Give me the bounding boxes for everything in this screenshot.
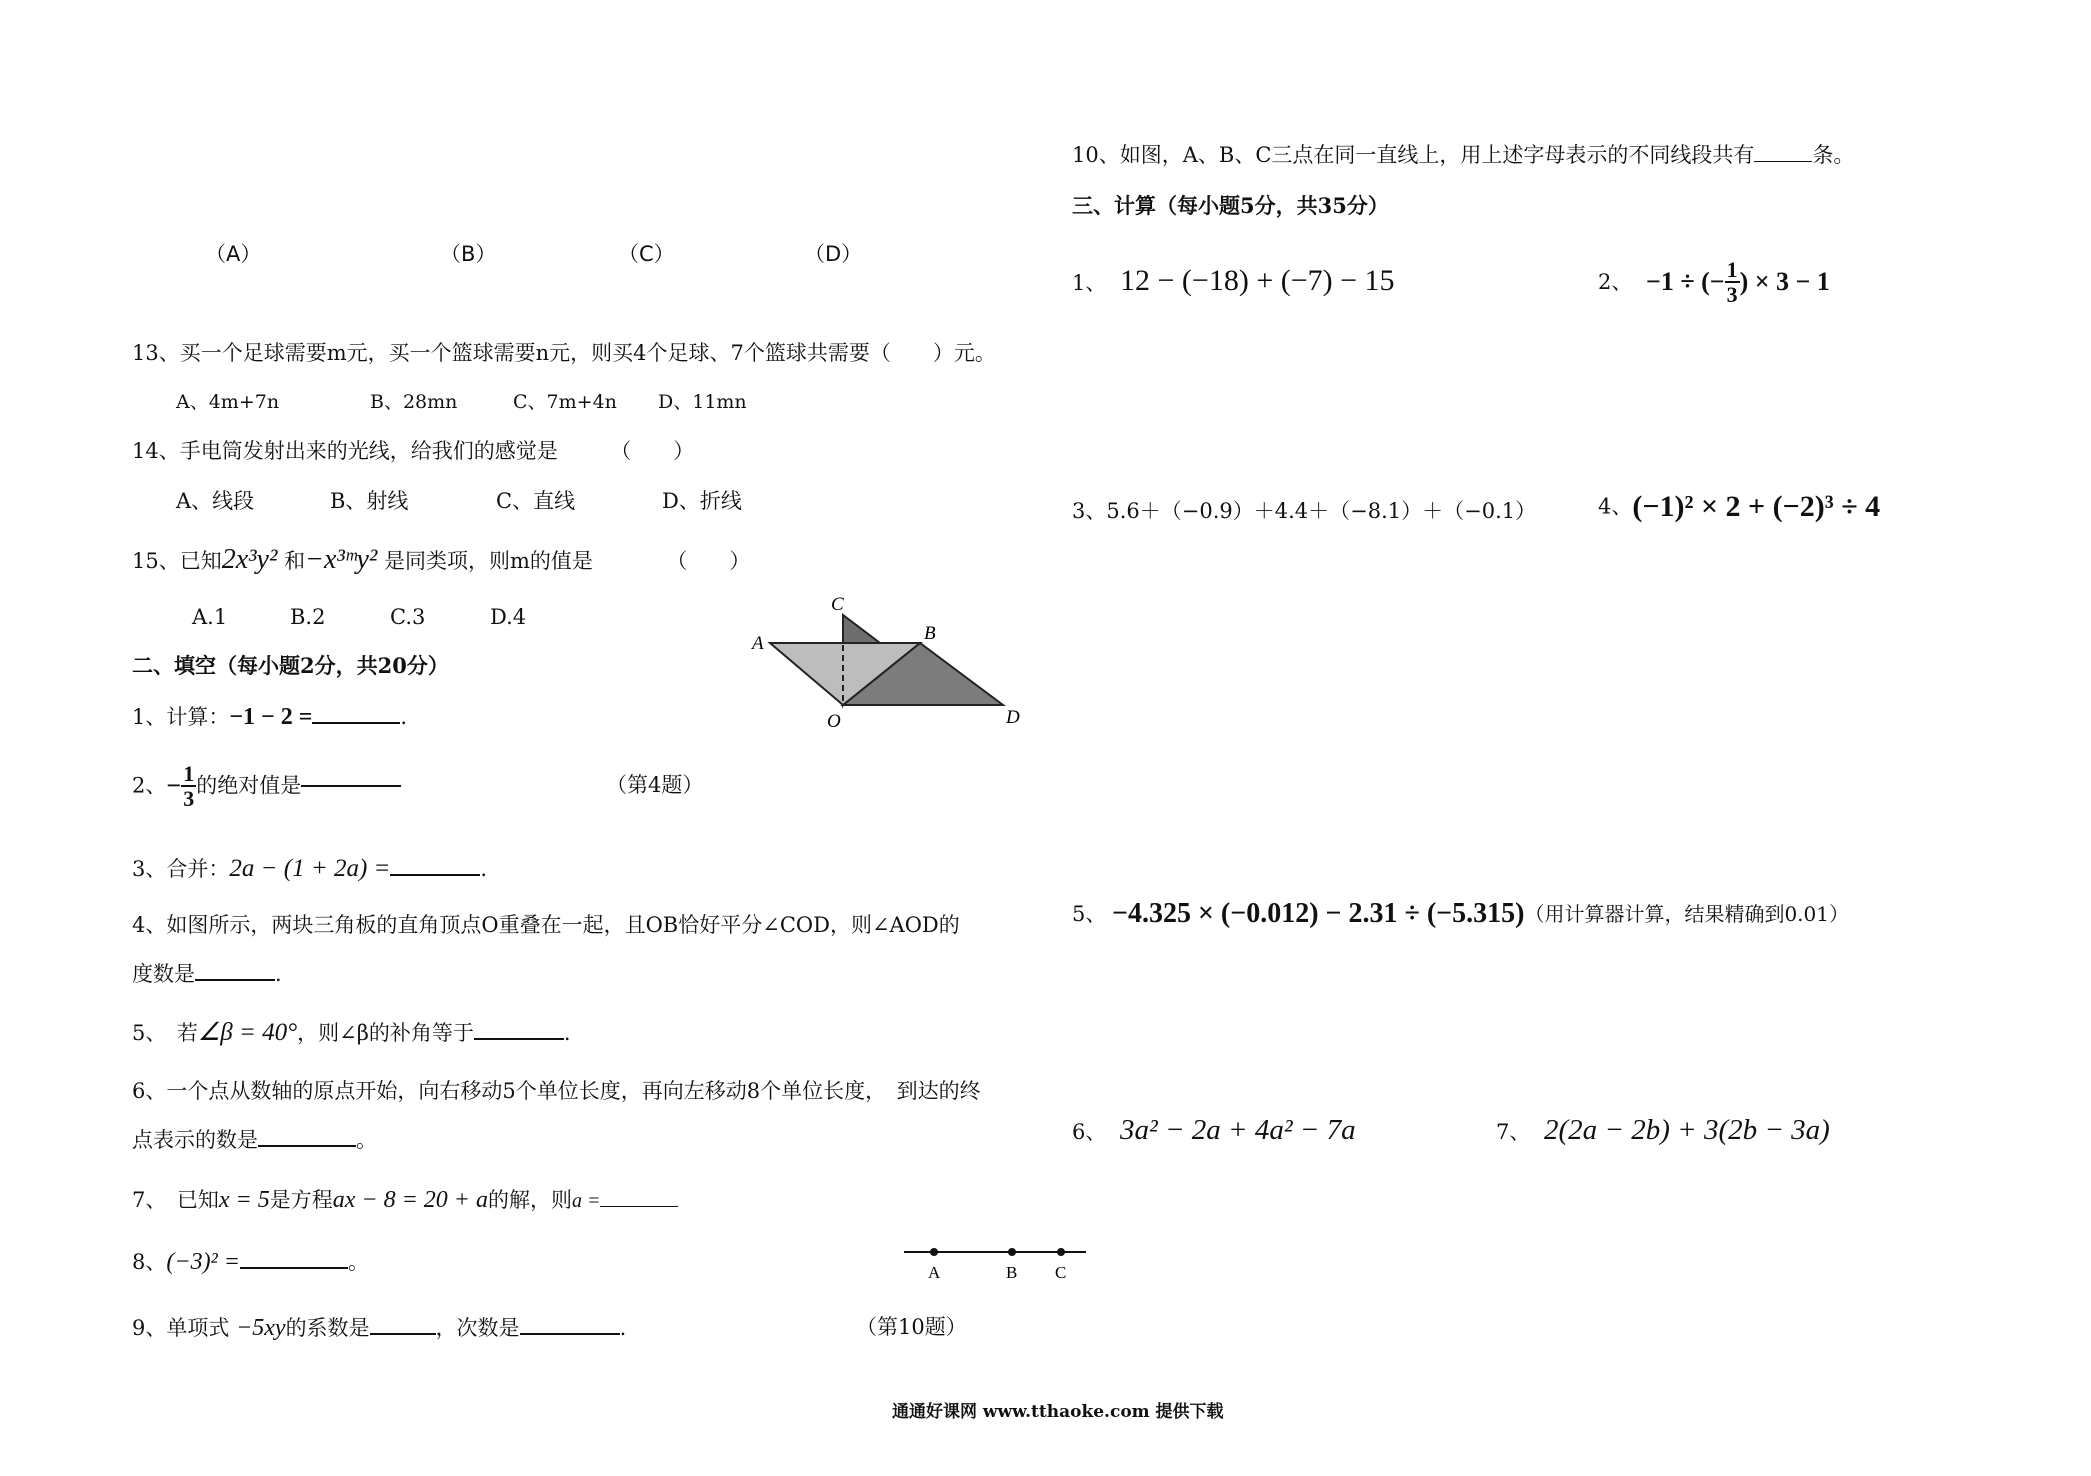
q13-option-d: D、11mn bbox=[658, 391, 747, 413]
calc-5-label: 5、 bbox=[1072, 901, 1107, 926]
fill-7-mid: 是方程 bbox=[269, 1188, 333, 1212]
calc-4-expr: (−1)² × 2 + (−2)³ ÷ 4 bbox=[1632, 490, 1881, 523]
q13-text: 13、买一个足球需要m元，买一个篮球需要n元，则买4个足球、7个篮球共需要（ ）元。 bbox=[132, 341, 996, 365]
q15-tail: 是同类项，则m的值是 （ ） bbox=[383, 549, 751, 573]
q15-mid: 和 bbox=[284, 549, 306, 573]
q12-option-d: （D） bbox=[804, 242, 863, 266]
q15-expr2: −x³ᵐy² bbox=[305, 544, 378, 575]
q14-text: 14、手电筒发射出来的光线，给我们的感觉是 （ ） bbox=[132, 439, 695, 463]
calc-1-label: 1、 bbox=[1072, 271, 1107, 295]
fill-9-label: 9、单项式 bbox=[132, 1316, 230, 1340]
q13-option-c: C、7m+4n bbox=[513, 391, 617, 413]
fill-8-end: 。 bbox=[347, 1250, 369, 1274]
calc-2 bbox=[1598, 258, 1830, 306]
fig10-line bbox=[900, 1238, 1100, 1288]
fig10-point-b bbox=[1008, 1248, 1016, 1256]
fill-5-expr: ∠β = 40° bbox=[197, 1019, 298, 1046]
fill-5-label: 5、 若 bbox=[132, 1021, 198, 1045]
q10-blank[interactable] bbox=[1754, 161, 1812, 162]
calc-7-expr: 2(2a − 2b) + 3(2b − 3a) bbox=[1544, 1114, 1830, 1146]
fill-6-line2 bbox=[132, 1130, 377, 1151]
q10-end: 条。 bbox=[1812, 143, 1855, 167]
calc-6 bbox=[1072, 1116, 1356, 1145]
calc-2-post: ) × 3 − 1 bbox=[1739, 267, 1830, 297]
fig4-triangles bbox=[740, 585, 1040, 735]
fill-3-blank[interactable] bbox=[390, 874, 480, 876]
fill-4-end: . bbox=[275, 962, 282, 986]
calc-7 bbox=[1496, 1116, 1830, 1145]
footer: 通通好课网 www.tthaoke.com 提供下载 bbox=[892, 1402, 1224, 1422]
fill-9-blank2[interactable] bbox=[520, 1333, 620, 1335]
q15-line bbox=[132, 546, 750, 574]
fill-4-blank[interactable] bbox=[195, 979, 275, 981]
fill-2-denominator: 3 bbox=[183, 786, 195, 812]
calc-2-fraction bbox=[1725, 258, 1740, 306]
calc-2-numerator: 1 bbox=[1726, 257, 1738, 282]
fill-4-line2 bbox=[132, 964, 282, 985]
fill-1-end: . bbox=[400, 705, 408, 729]
calc-5 bbox=[1072, 900, 1849, 928]
fig4-caption: （第4题） bbox=[606, 773, 704, 797]
calc-6-label: 6、 bbox=[1072, 1120, 1107, 1144]
fill-2-neg: − bbox=[166, 771, 182, 801]
fill-2 bbox=[132, 762, 401, 810]
fig10-label-b: B bbox=[1006, 1263, 1018, 1282]
q12-option-b: （B） bbox=[440, 242, 497, 266]
fill-9-end: . bbox=[619, 1316, 627, 1340]
q14-option-a: A、线段 bbox=[176, 489, 255, 513]
fill-8-blank[interactable] bbox=[240, 1267, 348, 1269]
fill-7-x: x = 5 bbox=[218, 1187, 270, 1213]
fill-9 bbox=[132, 1316, 626, 1340]
fig4-label-d: D bbox=[1006, 707, 1020, 728]
fill-2-label: 2、 bbox=[132, 773, 167, 798]
fill-8-expr: (−3)² = bbox=[166, 1249, 240, 1275]
fig4-label-a: A bbox=[752, 633, 764, 654]
q14-option-c: C、直线 bbox=[496, 489, 576, 513]
fill-2-numerator: 1 bbox=[183, 761, 195, 786]
fill-6-end: 。 bbox=[356, 1128, 377, 1152]
fill-3-label: 3、合并： bbox=[132, 857, 230, 881]
fill-2-blank[interactable] bbox=[301, 785, 401, 787]
fill-4-label: 度数是 bbox=[132, 962, 195, 986]
fill-1-label: 1、计算： bbox=[132, 705, 230, 729]
q14-option-d: D、折线 bbox=[662, 489, 742, 513]
fill-9-expr: −5xy bbox=[236, 1315, 286, 1341]
fill-7-a: a = bbox=[571, 1190, 601, 1212]
fill-8 bbox=[132, 1250, 369, 1274]
fill-6-blank[interactable] bbox=[258, 1145, 356, 1147]
fig10-point-a bbox=[930, 1248, 938, 1256]
calc-4 bbox=[1598, 492, 1880, 522]
fill-7-eq: ax − 8 = 20 + a bbox=[332, 1187, 488, 1213]
fig10-caption: （第10题） bbox=[856, 1315, 967, 1339]
fill-5-end: . bbox=[563, 1021, 571, 1045]
section-3-heading: 三、计算（每小题5分，共35分） bbox=[1072, 193, 1389, 218]
fill-2-text: 的绝对值是 bbox=[196, 773, 302, 798]
fig4-label-c: C bbox=[831, 594, 844, 615]
calc-5-note: （用计算器计算，结果精确到0.01） bbox=[1524, 902, 1849, 926]
fig10-label-c: C bbox=[1055, 1263, 1067, 1282]
fig4-label-o: O bbox=[827, 711, 841, 732]
q15-option-b: B.2 bbox=[290, 605, 326, 629]
fill-7-text: 的解，则 bbox=[487, 1188, 572, 1212]
fill-7-label: 7、 已知 bbox=[132, 1188, 219, 1212]
fill-9-text1: 的系数是 bbox=[285, 1316, 370, 1340]
calc-4-label: 4、 bbox=[1598, 494, 1633, 519]
q10 bbox=[1072, 145, 1854, 166]
calc-2-pre: −1 ÷ (− bbox=[1646, 267, 1725, 297]
q13-option-b: B、28mn bbox=[370, 391, 458, 413]
calc-5-expr: −4.325 × (−0.012) − 2.31 ÷ (−5.315) bbox=[1112, 898, 1525, 929]
fill-4-line1: 4、如图所示，两块三角板的直角顶点O重叠在一起，且OB恰好平分∠COD，则∠AOD的 bbox=[132, 913, 960, 937]
q13-option-a: A、4m+7n bbox=[176, 391, 280, 413]
fill-3-end: . bbox=[480, 857, 488, 881]
calc-2-label: 2、 bbox=[1598, 269, 1633, 294]
section-2-heading: 二、填空（每小题2分，共20分） bbox=[132, 653, 449, 678]
fill-8-label: 8、 bbox=[132, 1250, 167, 1274]
calc-2-denominator: 3 bbox=[1726, 282, 1738, 308]
calc-3: 3、5.6＋（−0.9）＋4.4＋（−8.1）＋（−0.1） bbox=[1072, 499, 1537, 523]
fill-7-blank[interactable] bbox=[600, 1206, 678, 1207]
q10-text: 10、如图，A、B、C三点在同一直线上，用上述字母表示的不同线段共有 bbox=[1072, 143, 1755, 167]
fig10-point-c bbox=[1057, 1248, 1065, 1256]
calc-6-expr: 3a² − 2a + 4a² − 7a bbox=[1120, 1114, 1356, 1146]
fill-6-label: 点表示的数是 bbox=[132, 1128, 258, 1152]
fill-1-expr: −1 − 2 = bbox=[229, 704, 313, 730]
q15-option-d: D.4 bbox=[490, 605, 527, 629]
q15-expr1: 2x³y² bbox=[221, 544, 278, 575]
q12-option-a: （A） bbox=[205, 242, 262, 266]
fill-9-text2: ，次数是 bbox=[435, 1316, 520, 1340]
fig10-label-a: A bbox=[928, 1263, 941, 1282]
fig4-label-b: B bbox=[924, 623, 936, 644]
fill-3-expr: 2a − (1 + 2a) = bbox=[229, 855, 391, 882]
fill-5-blank[interactable] bbox=[474, 1038, 564, 1040]
fill-5-text: ，则∠β的补角等于 bbox=[297, 1021, 474, 1045]
calc-1 bbox=[1072, 266, 1395, 296]
calc-7-label: 7、 bbox=[1496, 1120, 1531, 1144]
fill-3 bbox=[132, 856, 487, 881]
q14-option-b: B、射线 bbox=[330, 489, 409, 513]
fill-5 bbox=[132, 1020, 571, 1045]
q15-number: 15、已知 bbox=[132, 549, 222, 573]
fill-6-line1: 6、一个点从数轴的原点开始，向右移动5个单位长度，再向左移动8个单位长度， 到达的终 bbox=[132, 1079, 981, 1103]
fill-2-fraction bbox=[181, 762, 196, 810]
fill-1 bbox=[132, 705, 407, 729]
fill-1-blank[interactable] bbox=[312, 722, 400, 724]
q15-option-a: A.1 bbox=[192, 605, 228, 629]
fill-9-blank1[interactable] bbox=[370, 1333, 436, 1335]
q15-option-c: C.3 bbox=[390, 605, 426, 629]
calc-1-expr: 12 − (−18) + (−7) − 15 bbox=[1120, 264, 1395, 297]
q12-option-c: （C） bbox=[618, 242, 675, 266]
fill-7 bbox=[132, 1188, 678, 1212]
